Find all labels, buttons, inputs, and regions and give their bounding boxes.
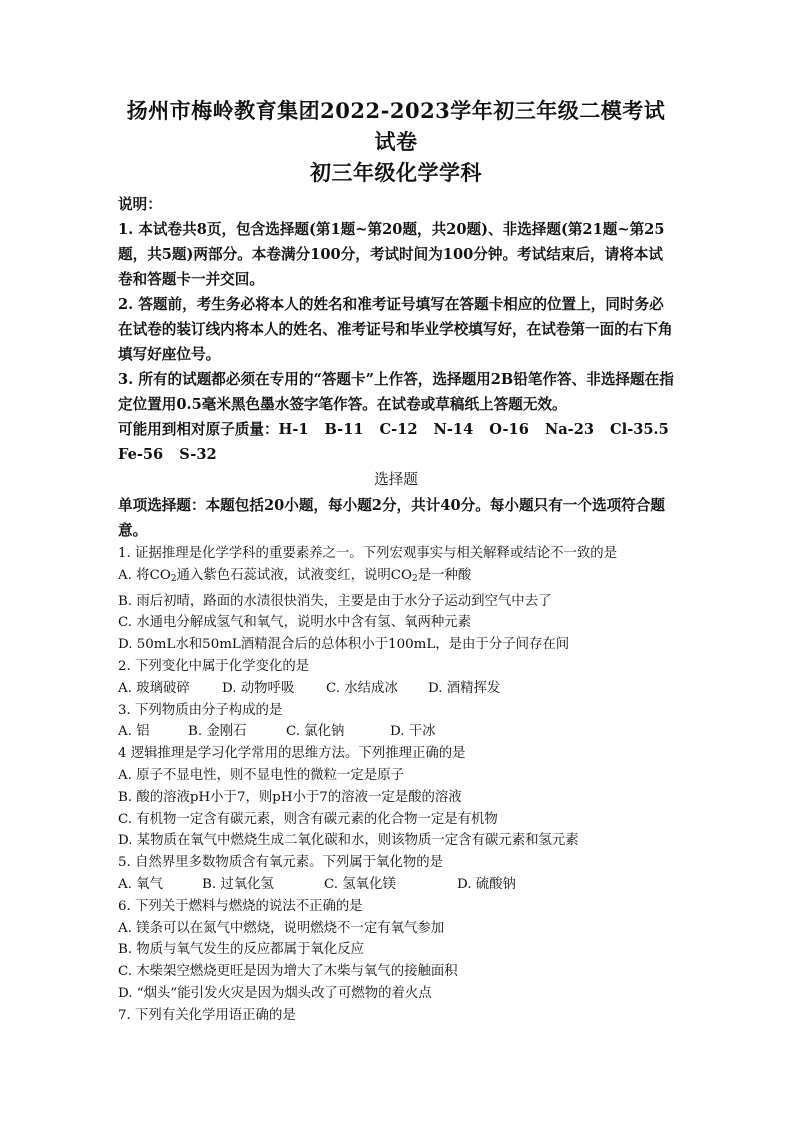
question-5-options <box>118 874 674 896</box>
section-instructions: 单项选择题：本题包括20小题，每小题2分，共计40分。每小题只有一个选项符合题意。 <box>118 497 665 539</box>
question-4-option-a: A. 原子不显电性，则不显电性的微粒一定是原子 <box>118 767 404 783</box>
question-5-stem: 5. 自然界里多数物质含有氧元素。下列属于氧化物的是 <box>118 855 444 871</box>
question-6-option-d: D. “烟头”能引发火灾是因为烟头改了可燃物的着火点 <box>118 985 432 1001</box>
exam-subtitle: 初三年级化学学科 <box>310 160 482 185</box>
question-5-option-d: D. 硫酸钠 <box>457 876 516 892</box>
question-3-stem: 3. 下列物质由分子构成的是 <box>118 702 283 718</box>
atomic-mass-item: C-12 <box>379 421 418 438</box>
question-4-stem: 4 逻辑推理是学习化学常用的思维方法。下列推理正确的是 <box>118 746 466 762</box>
question-3-option-c: C. 氯化钠 <box>286 724 345 740</box>
question-3-option-d: D. 干冰 <box>390 724 436 740</box>
atomic-mass-line <box>118 417 674 442</box>
atomic-mass-item: B-11 <box>324 421 364 438</box>
exam-title: 扬州市梅岭教育集团2022-2023学年初三年级二模考试试卷 <box>126 98 666 154</box>
question-1-option-a: A. 将$CO_2$通入紫色石蕊试液，试液变红，说明$CO_2$是一种酸 <box>118 567 472 584</box>
question-2-option-c: C. 水结成冰 <box>326 680 398 696</box>
section-heading: 选择题 <box>374 471 418 488</box>
notes-heading: 说明： <box>118 196 162 213</box>
question-4-option-c: C. 有机物一定含有碳元素，则含有碳元素的化合物一定是有机物 <box>118 811 498 827</box>
note-3: 3. 所有的试题都必须在专用的“答题卡”上作答，选择题用2B铅笔作答、非选择题在指定位置用0.5毫米黑色墨水签字笔作答。在试卷或草稿纸上答题无效。 <box>118 371 674 413</box>
atomic-mass-label: 可能用到相对原子质量： <box>118 421 279 438</box>
note-2: 2. 答题前，考生务必将本人的姓名和准考证号填写在答题卡相应的位置上，同时务必在试卷的装订线内将本人的姓名、准考证号和毕业学校填写好，在试卷第一面的右下角填写好座位号。 <box>118 296 673 363</box>
question-7-stem: 7. 下列有关化学用语正确的是 <box>118 1007 296 1023</box>
atomic-mass-item: S-32 <box>179 446 217 463</box>
question-1-option-d: D. 50mL水和50mL酒精混合后的总体积小于100mL，是由于分子间存在间 <box>118 637 570 653</box>
question-5-option-c: C. 氢氧化镁 <box>324 876 396 892</box>
atomic-mass-item: Na-23 <box>544 421 595 438</box>
question-4-option-b: B. 酸的溶液pH小于7，则pH小于7的溶液一定是酸的溶液 <box>118 789 462 805</box>
question-6-stem: 6. 下列关于燃料与燃烧的说法不正确的是 <box>118 898 363 914</box>
question-6-option-a: A. 镁条可以在氮气中燃烧，说明燃烧不一定有氧气参加 <box>118 920 445 936</box>
question-5-option-a: A. 氧气 <box>118 876 163 892</box>
atomic-mass-item: H-1 <box>278 421 309 438</box>
question-1-stem: 1. 证据推理是化学学科的重要素养之一。下列宏观事实与相关解释或结论不一致的是 <box>118 546 618 561</box>
question-2-option-b: D. 动物呼吸 <box>222 680 295 696</box>
question-3-options <box>118 721 674 743</box>
question-6-option-b: B. 物质与氧气发生的反应都属于氧化反应 <box>118 942 364 958</box>
question-1-option-b: B. 雨后初晴，路面的水渍很快消失，主要是由于水分子运动到空气中去了 <box>118 593 552 609</box>
question-5-option-b: B. 过氧化氢 <box>202 876 274 892</box>
question-4-option-d: D. 某物质在氧气中燃烧生成二氧化碳和水，则该物质一定含有碳元素和氢元素 <box>118 833 579 849</box>
note-1: 1. 本试卷共8页，包含选择题(第1题~第20题，共20题)、非选择题(第21题~第25题，共5题)两部分。本卷满分100分，考试时间为100分钟。考试结束后，请将本试卷和答题卡一并交回。 <box>118 221 665 288</box>
question-3-option-a: A. 铝 <box>118 724 150 740</box>
question-2-option-d: D. 酒精挥发 <box>428 680 501 696</box>
question-2-stem: 2. 下列变化中属于化学变化的是 <box>118 658 310 674</box>
question-3-option-b: B. 金刚石 <box>188 724 247 740</box>
question-1-option-c: C. 水通电分解成氢气和氧气，说明水中含有氢、氧两种元素 <box>118 615 472 631</box>
question-2-option-a: A. 玻璃破碎 <box>118 680 190 696</box>
atomic-mass-item: Fe-56 <box>118 446 164 463</box>
question-6-option-c: C. 木柴架空燃烧更旺是因为增大了木柴与氧气的接触面积 <box>118 964 458 980</box>
atomic-mass-item: O-16 <box>489 421 529 438</box>
question-2-options <box>118 678 674 700</box>
atomic-mass-item: Cl-35.5 <box>610 421 669 438</box>
atomic-mass-line-2 <box>118 442 674 467</box>
atomic-mass-item: N-14 <box>433 421 474 438</box>
